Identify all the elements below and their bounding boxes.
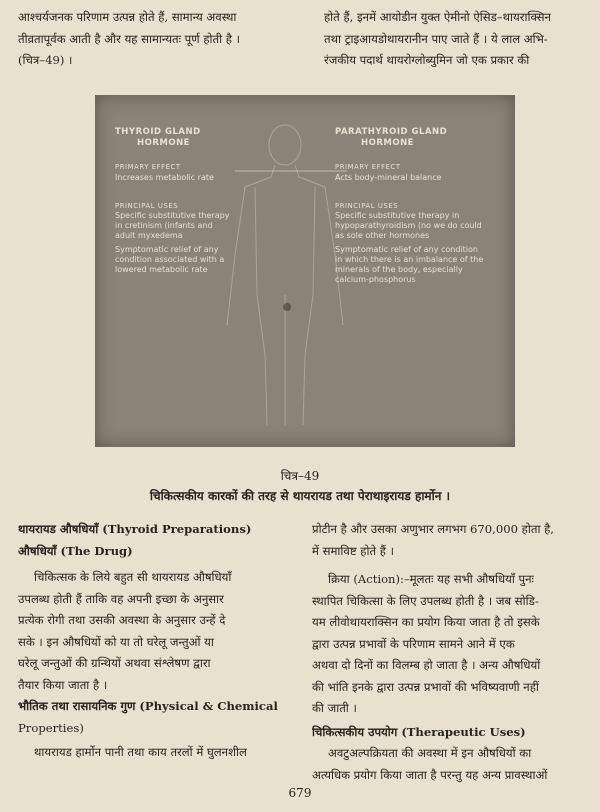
primary-label: PRIMARY EFFECT — [115, 163, 181, 171]
section-heading: औषधियाँ (The Drug) — [18, 543, 133, 558]
text-line: आश्चर्यजनक परिणाम उत्पन्न होते हैं, सामान्य अवस्था — [18, 10, 237, 24]
text-line: अथवा दो दिनों का विलम्ब हो जाता है । अन्य औषधियों — [312, 658, 541, 672]
text-line: (चित्र–49) । — [18, 53, 73, 67]
text-line: स्थापित चिकित्सा के लिए उपलब्ध होती है । जब सोडि- — [312, 593, 539, 608]
text-line: क्रिया (Action):–मूलतः यह सभी औषधियाँ पुनः — [328, 572, 534, 586]
principal-label: PRINCIPAL USES — [115, 201, 179, 210]
primary-text: Increases metabolic rate — [115, 172, 214, 182]
figure-photo — [95, 95, 515, 447]
top-right-column — [324, 7, 588, 72]
text-line: तैयार किया जाता है । — [18, 677, 108, 692]
page-number: 679 — [288, 786, 312, 800]
figure-caption: चिकित्सकीय कारकों की तरह से थायरायड तथा पेराथाइरायड हार्मोन । — [149, 489, 451, 503]
primary-label: PRIMARY EFFECT — [335, 163, 401, 171]
bottom-right-column — [312, 519, 588, 786]
text-line: तथा ट्राइआयडोथायरानीन पाए जाते हैं । ये लाल अभि- — [324, 31, 548, 46]
section-heading-cont: Properties) — [18, 720, 84, 735]
section-heading: थायरायड औषधियाँ (Thyroid Preparations) — [18, 522, 252, 536]
text-line: उपलब्ध होती हैं ताकि वह अपनी इच्छा के अनुसार — [18, 591, 224, 606]
parathyroid-panel — [335, 127, 485, 285]
text-line: यम लीवोथायराक्सिन का प्रयोग किया जाता है तो इसके — [312, 615, 540, 629]
primary-text: Acts body-mineral balance — [335, 172, 442, 182]
text-line: की जाती । — [312, 701, 357, 715]
thyroid-panel — [115, 127, 235, 275]
figure-number: चित्र–49 — [280, 469, 320, 483]
text-line: में समाविष्ट होते हैं । — [312, 543, 394, 558]
bottom-left-column — [18, 519, 302, 764]
text-line: अत्यधिक प्रयोग किया जाता है परन्तु यह अन्य प्रावस्थाओं — [312, 767, 548, 782]
text-line: रंजकीय पदार्थ थायरोग्लोब्युमिन जो एक प्रकार की — [324, 53, 530, 67]
panel-heading: HORMONE — [361, 137, 414, 148]
panel-heading: PARATHYROID GLAND — [335, 127, 448, 137]
principal-text: Specific substitutive therapy in cretinism (infants and adult myxedema — [115, 211, 230, 240]
text-line: तीव्रतापूर्वक आती है और यह सामान्यतः पूर्ण होती है । — [18, 31, 241, 46]
principal-label: PRINCIPAL USES — [335, 201, 399, 210]
text-line: सके । इन औषधियों को या तो घरेलू जन्तुओं या — [18, 634, 214, 649]
principal-text: Specific substitutive therapy in hypoparathyroidism (no we do could as sole other hormones — [335, 211, 482, 240]
text-line: प्रत्येक रोगी तथा उसकी अवस्था के अनुसार उन्हें दे — [18, 613, 226, 627]
text-line: चिकित्सक के लिये बहुत सी थायरायड औषधियाँ — [34, 570, 232, 584]
section-heading: भौतिक तथा रासायनिक गुण (Physical & Chemical — [18, 699, 278, 713]
principal-text: Symptomatic relief of any condition in which there is an imbalance of the minerals of the body, especially calcium-phosphorus — [335, 245, 484, 284]
principal-text: Symptomatic relief of any condition associated with a lowered metabolic rate — [115, 245, 225, 274]
top-left-column — [18, 7, 302, 72]
text-line: द्वारा उत्पन्न प्रभावों के परिणाम सामने आने में एक — [312, 636, 515, 651]
text-line: प्रोटीन है और उसका अणुभार लगभग 670,000 होता है, — [312, 522, 554, 536]
text-line: की भांति इनके द्वारा उत्पन्न प्रभावों की भविष्यवाणी नहीं — [312, 679, 539, 694]
panel-heading: HORMONE — [137, 137, 190, 148]
text-line: थायरायड हार्मोन पानी तथा काय तरलों में घुलनशील — [34, 745, 247, 759]
text-line: होते हैं, इनमें आयोडीन युक्त ऐमीनो ऐसिड–थायराक्सिन — [324, 10, 551, 24]
section-heading: चिकित्सकीय उपयोग (Therapeutic Uses) — [312, 724, 526, 739]
text-line: अवटुअल्पक्रियता की अवस्था में इन औषधियों का — [328, 746, 532, 760]
text-line: घरेलू जन्तुओं की ग्रन्थियों अथवा संश्लेषण द्वारा — [18, 656, 211, 670]
panel-heading: THYROID GLAND — [115, 127, 201, 137]
